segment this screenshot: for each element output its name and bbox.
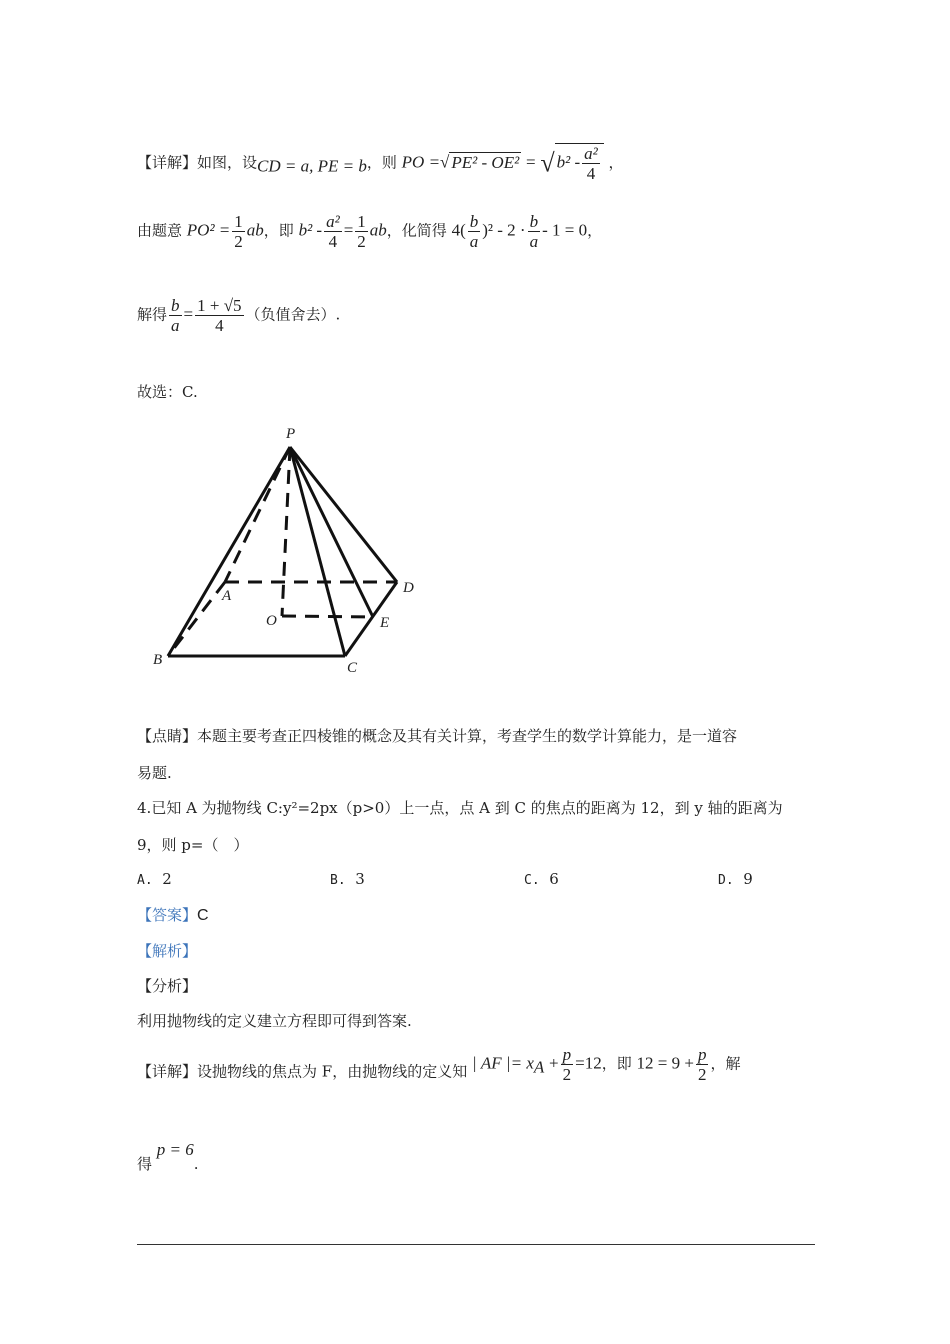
frac-num: b — [171, 296, 180, 315]
expr-b2: b² - — [298, 220, 323, 240]
answer-choice-line: 故选：C. — [137, 383, 198, 401]
equals: = — [183, 304, 194, 324]
option-b — [330, 870, 365, 888]
expr-four: 4( — [451, 220, 466, 240]
expr-eq12: =12 — [575, 1053, 602, 1073]
equals: = — [343, 220, 354, 240]
frac-den: 2 — [357, 232, 366, 251]
label-o: O — [266, 613, 277, 629]
comment-line-2: 易题. — [137, 764, 172, 782]
edge-ab — [168, 582, 225, 656]
expr-af: | AF |= x — [471, 1053, 534, 1073]
frac-den: 4 — [586, 164, 596, 183]
answer-tag: 【答案】 — [137, 906, 198, 924]
comma: ， — [587, 221, 603, 240]
question-4-line-2: 9，则 p=（ ） — [137, 836, 249, 854]
label-c: C — [347, 660, 358, 676]
option-label: B. — [330, 873, 346, 888]
final-line — [137, 1140, 199, 1174]
pyramid-figure — [140, 420, 440, 685]
expr-ab: ab — [369, 220, 387, 240]
frac-den: 2 — [562, 1065, 572, 1084]
text-de: 得 — [137, 1155, 153, 1173]
label-p: P — [286, 426, 296, 442]
option-value: 6 — [549, 870, 559, 888]
equals: = — [525, 152, 536, 172]
subscript-a: A — [533, 1057, 545, 1077]
option-label: A. — [137, 873, 153, 888]
expr-close: )² - 2 · — [482, 220, 526, 240]
option-value: 9 — [743, 870, 753, 888]
lead-text: 解得 — [137, 305, 168, 324]
option-value: 3 — [355, 870, 365, 888]
footer-rule — [137, 1244, 815, 1245]
edge-pe — [290, 447, 373, 617]
root-inner: PE² - OE² — [451, 152, 520, 172]
text-ji: ，即 — [601, 1054, 632, 1073]
detail-text-2: ，则 — [366, 153, 397, 172]
detail-text: 设抛物线的焦点为 F，由抛物线的定义知 — [197, 1062, 468, 1081]
option-value: 2 — [162, 870, 172, 888]
frac-num: p — [562, 1045, 572, 1064]
expr-p6: p = 6 — [156, 1140, 194, 1159]
fenxi-tag: 【分析】 — [137, 977, 198, 995]
expr-twelve: 12 = 9 + — [636, 1053, 694, 1073]
lead-text: 由题意 — [137, 221, 183, 240]
expr-minus1: - 1 = 0 — [542, 220, 588, 240]
edge-pd — [290, 447, 397, 582]
question-4-line-1 — [137, 797, 783, 818]
note-text: （负值舍去）. — [245, 305, 341, 324]
frac-num: a² — [326, 212, 340, 231]
fenxi-text: 利用抛物线的定义建立方程即可得到答案. — [137, 1012, 412, 1030]
option-label: D. — [718, 873, 734, 888]
edge-oe — [282, 616, 373, 617]
frac-num: b — [529, 212, 539, 231]
frac-num: p — [697, 1045, 707, 1064]
frac-den: a — [529, 232, 539, 251]
question-text: 已知 A 为抛物线 C:y²=2px（p>0）上一点，点 A 到 C 的焦点的距离为 12，到 y 轴的距离为 — [151, 799, 783, 817]
option-c — [524, 870, 559, 888]
expr-ab: ab — [246, 220, 264, 240]
frac-den: a — [469, 232, 479, 251]
comma: ， — [608, 153, 624, 172]
comment-tag: 【点睛】 — [137, 727, 198, 745]
detail2-line — [137, 1045, 740, 1084]
text-ji: ，即 — [263, 221, 294, 240]
edge-pa — [225, 447, 290, 582]
frac-num: 1 — [234, 212, 243, 231]
edge-cd — [345, 582, 397, 656]
edge-po — [282, 447, 290, 616]
analysis-tag: 【解析】 — [137, 942, 198, 960]
option-a — [137, 870, 172, 888]
detail-text: 如图，设 — [197, 153, 258, 172]
frac-num: a² — [584, 144, 598, 163]
text-jie: ，解 — [710, 1054, 741, 1073]
detail-line-1: 【详解】如图，设CD = a, PE = b，则 PO =√ PE² - OE² = √ b² - $\frac{\text{a²}}{4}$ ， — [137, 144, 624, 183]
question-number: 4. — [137, 799, 152, 817]
detail-tag: 【详解】 — [137, 1062, 198, 1081]
text-simplify: ，化简得 — [386, 221, 447, 240]
frac-den: 4 — [215, 316, 224, 335]
option-label: C. — [524, 873, 540, 888]
detail-line-3 — [137, 296, 340, 335]
label-d: D — [403, 580, 414, 596]
detail-line-2 — [137, 212, 602, 251]
frac-num: b — [469, 212, 479, 231]
frac-den: a — [171, 316, 180, 335]
frac-den: 2 — [697, 1065, 707, 1084]
frac-den: 2 — [234, 232, 243, 251]
frac-num: 1 + √5 — [197, 296, 242, 315]
root2-pre: b² - — [556, 152, 581, 172]
detail-tag: 【详解】 — [137, 153, 198, 172]
answer-value: C — [197, 907, 209, 924]
period: . — [193, 1155, 199, 1173]
edge-pc — [290, 447, 345, 656]
frac-num: 1 — [357, 212, 366, 231]
expr-cd-pe: CD = a, PE = b — [257, 156, 367, 176]
option-d — [718, 870, 753, 888]
comment-line-1 — [137, 725, 737, 746]
frac-den: 4 — [328, 232, 338, 251]
label-b: B — [153, 652, 163, 668]
comment-text: 本题主要考查正四棱锥的概念及其有关计算，考查学生的数学计算能力，是一道容 — [197, 727, 738, 745]
answer-line — [137, 904, 209, 925]
plus: + — [549, 1053, 559, 1073]
label-e: E — [380, 615, 390, 631]
label-a: A — [222, 588, 232, 604]
expr-po2: PO² = — [186, 220, 231, 240]
expr-po: PO = — [401, 152, 441, 172]
